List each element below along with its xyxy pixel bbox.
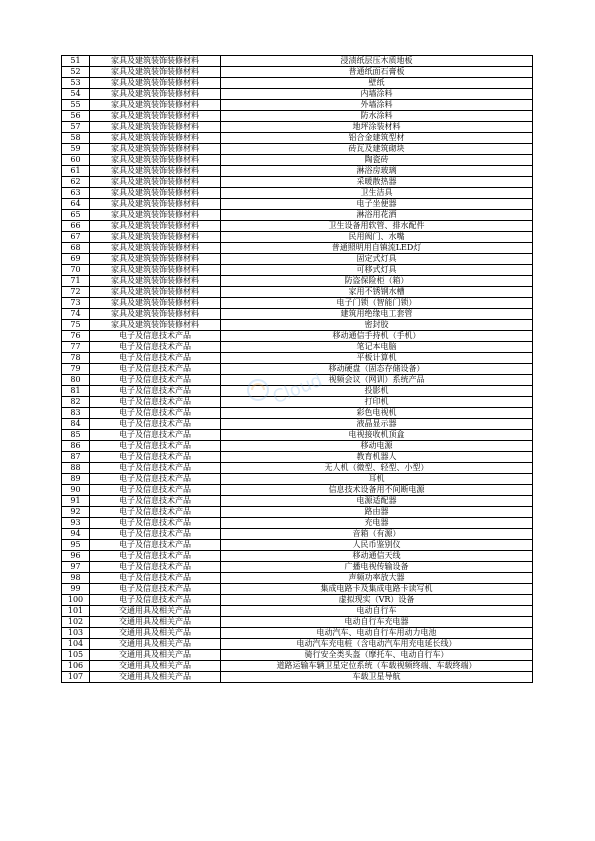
table-row — [62, 661, 533, 672]
product-name-cell: 投影机 — [221, 386, 533, 397]
product-name-cell: 普通纸面石膏板 — [221, 67, 533, 78]
row-number: 95 — [62, 540, 90, 551]
category-cell: 电子及信息技术产品 — [90, 474, 221, 485]
product-name-cell: 液晶显示器 — [221, 419, 533, 430]
row-number: 89 — [62, 474, 90, 485]
table-row — [62, 474, 533, 485]
table-row — [62, 529, 533, 540]
table-body — [62, 56, 533, 683]
row-number: 69 — [62, 254, 90, 265]
product-name-cell: 建筑用绝缘电工套管 — [221, 309, 533, 320]
category-cell: 家具及建筑装饰装修材料 — [90, 144, 221, 155]
table-row — [62, 573, 533, 584]
row-number: 75 — [62, 320, 90, 331]
category-cell: 电子及信息技术产品 — [90, 507, 221, 518]
table-row — [62, 650, 533, 661]
product-name-cell: 浸渍纸层压木质地板 — [221, 56, 533, 67]
category-cell: 家具及建筑装饰装修材料 — [90, 56, 221, 67]
product-name-cell: 移动通信天线 — [221, 551, 533, 562]
product-name-cell: 车载卫星导航 — [221, 672, 533, 683]
product-name-cell: 铝合金建筑型材 — [221, 133, 533, 144]
product-name-cell: 内墙涂料 — [221, 89, 533, 100]
table-row — [62, 397, 533, 408]
table-row — [62, 551, 533, 562]
category-cell: 家具及建筑装饰装修材料 — [90, 287, 221, 298]
product-name-cell: 信息技术设备用不间断电源 — [221, 485, 533, 496]
table-row — [62, 353, 533, 364]
row-number: 82 — [62, 397, 90, 408]
row-number: 102 — [62, 617, 90, 628]
table-row — [62, 408, 533, 419]
category-cell: 电子及信息技术产品 — [90, 441, 221, 452]
row-number: 80 — [62, 375, 90, 386]
product-name-cell: 固定式灯具 — [221, 254, 533, 265]
row-number: 77 — [62, 342, 90, 353]
row-number: 70 — [62, 265, 90, 276]
category-cell: 家具及建筑装饰装修材料 — [90, 221, 221, 232]
product-name-cell: 移动通信手持机（手机） — [221, 331, 533, 342]
row-number: 85 — [62, 430, 90, 441]
row-number: 87 — [62, 452, 90, 463]
category-cell: 电子及信息技术产品 — [90, 364, 221, 375]
row-number: 55 — [62, 100, 90, 111]
row-number: 97 — [62, 562, 90, 573]
category-cell: 家具及建筑装饰装修材料 — [90, 155, 221, 166]
product-name-cell: 普通照明用自镇流LED灯 — [221, 243, 533, 254]
category-cell: 家具及建筑装饰装修材料 — [90, 199, 221, 210]
product-name-cell: 淋浴房玻璃 — [221, 166, 533, 177]
product-name-cell: 虚拟现实（VR）设备 — [221, 595, 533, 606]
row-number: 54 — [62, 89, 90, 100]
table-row — [62, 265, 533, 276]
table-row — [62, 100, 533, 111]
product-name-cell: 家用不锈钢水槽 — [221, 287, 533, 298]
table-row — [62, 89, 533, 100]
table-row — [62, 188, 533, 199]
table-row — [62, 133, 533, 144]
row-number: 51 — [62, 56, 90, 67]
table-row — [62, 177, 533, 188]
category-cell: 电子及信息技术产品 — [90, 485, 221, 496]
table-row — [62, 78, 533, 89]
product-name-cell: 卫生洁具 — [221, 188, 533, 199]
category-cell: 电子及信息技术产品 — [90, 496, 221, 507]
category-cell: 家具及建筑装饰装修材料 — [90, 309, 221, 320]
product-name-cell: 外墙涂料 — [221, 100, 533, 111]
category-cell: 电子及信息技术产品 — [90, 584, 221, 595]
product-name-cell: 密封胶 — [221, 320, 533, 331]
category-cell: 电子及信息技术产品 — [90, 540, 221, 551]
table-row — [62, 584, 533, 595]
category-cell: 电子及信息技术产品 — [90, 375, 221, 386]
row-number: 99 — [62, 584, 90, 595]
category-cell: 家具及建筑装饰装修材料 — [90, 188, 221, 199]
table-row — [62, 199, 533, 210]
product-name-cell: 采暖散热器 — [221, 177, 533, 188]
product-name-cell: 笔记本电脑 — [221, 342, 533, 353]
row-number: 68 — [62, 243, 90, 254]
table-row — [62, 496, 533, 507]
row-number: 90 — [62, 485, 90, 496]
row-number: 59 — [62, 144, 90, 155]
row-number: 93 — [62, 518, 90, 529]
product-name-cell: 电子门锁（智能门锁） — [221, 298, 533, 309]
category-cell: 家具及建筑装饰装修材料 — [90, 111, 221, 122]
product-name-cell: 电视接收机顶盒 — [221, 430, 533, 441]
table-row — [62, 463, 533, 474]
row-number: 96 — [62, 551, 90, 562]
category-cell: 家具及建筑装饰装修材料 — [90, 254, 221, 265]
category-cell: 家具及建筑装饰装修材料 — [90, 166, 221, 177]
table-row — [62, 144, 533, 155]
row-number: 58 — [62, 133, 90, 144]
row-number: 81 — [62, 386, 90, 397]
table-row — [62, 210, 533, 221]
row-number: 105 — [62, 650, 90, 661]
category-cell: 电子及信息技术产品 — [90, 463, 221, 474]
product-name-cell: 防水涂料 — [221, 111, 533, 122]
category-cell: 交通用具及相关产品 — [90, 650, 221, 661]
table-row — [62, 320, 533, 331]
watermark-text: Cloud — [269, 369, 326, 409]
category-cell: 交通用具及相关产品 — [90, 606, 221, 617]
row-number: 62 — [62, 177, 90, 188]
row-number: 83 — [62, 408, 90, 419]
product-name-cell: 电子坐便器 — [221, 199, 533, 210]
category-cell: 电子及信息技术产品 — [90, 408, 221, 419]
row-number: 56 — [62, 111, 90, 122]
category-cell: 电子及信息技术产品 — [90, 342, 221, 353]
category-cell: 电子及信息技术产品 — [90, 551, 221, 562]
row-number: 106 — [62, 661, 90, 672]
product-name-cell: 道路运输车辆卫星定位系统（车载视频终端、车载终端） — [221, 661, 533, 672]
table-row — [62, 617, 533, 628]
table-row — [62, 364, 533, 375]
category-cell: 电子及信息技术产品 — [90, 573, 221, 584]
category-cell: 电子及信息技术产品 — [90, 386, 221, 397]
table-row — [62, 331, 533, 342]
row-number: 53 — [62, 78, 90, 89]
row-number: 103 — [62, 628, 90, 639]
table-row — [62, 221, 533, 232]
table-row — [62, 276, 533, 287]
category-cell: 交通用具及相关产品 — [90, 617, 221, 628]
product-name-cell: 陶瓷砖 — [221, 155, 533, 166]
row-number: 61 — [62, 166, 90, 177]
table-row — [62, 518, 533, 529]
product-name-cell: 电动自行车充电器 — [221, 617, 533, 628]
row-number: 64 — [62, 199, 90, 210]
table-row — [62, 430, 533, 441]
product-name-cell: 教育机器人 — [221, 452, 533, 463]
category-cell: 交通用具及相关产品 — [90, 672, 221, 683]
table-row — [62, 375, 533, 386]
table-row — [62, 309, 533, 320]
category-cell: 家具及建筑装饰装修材料 — [90, 232, 221, 243]
product-name-cell: 路由器 — [221, 507, 533, 518]
table-row — [62, 155, 533, 166]
product-name-cell: 民用阀门、水嘴 — [221, 232, 533, 243]
product-name-cell: 电源适配器 — [221, 496, 533, 507]
category-cell: 家具及建筑装饰装修材料 — [90, 276, 221, 287]
category-cell: 交通用具及相关产品 — [90, 628, 221, 639]
product-name-cell: 视频会议（网训）系统产品 — [221, 375, 533, 386]
product-name-cell: 耳机 — [221, 474, 533, 485]
table-row — [62, 254, 533, 265]
product-name-cell: 彩色电视机 — [221, 408, 533, 419]
product-name-cell: 砖瓦及建筑砌块 — [221, 144, 533, 155]
table-row — [62, 595, 533, 606]
product-name-cell: 卫生设备用软管、排水配件 — [221, 221, 533, 232]
product-list-table — [61, 55, 533, 683]
product-name-cell: 打印机 — [221, 397, 533, 408]
row-number: 52 — [62, 67, 90, 78]
category-cell: 电子及信息技术产品 — [90, 353, 221, 364]
table-row — [62, 166, 533, 177]
category-cell: 家具及建筑装饰装修材料 — [90, 210, 221, 221]
row-number: 91 — [62, 496, 90, 507]
row-number: 71 — [62, 276, 90, 287]
product-name-cell: 电动汽车充电桩（含电动汽车用充电延长线） — [221, 639, 533, 650]
table-row — [62, 243, 533, 254]
category-cell: 家具及建筑装饰装修材料 — [90, 243, 221, 254]
product-name-cell: 可移式灯具 — [221, 265, 533, 276]
category-cell: 家具及建筑装饰装修材料 — [90, 320, 221, 331]
product-name-cell: 集成电路卡及集成电路卡读写机 — [221, 584, 533, 595]
category-cell: 家具及建筑装饰装修材料 — [90, 177, 221, 188]
row-number: 98 — [62, 573, 90, 584]
row-number: 84 — [62, 419, 90, 430]
product-name-cell: 地坪涂装材料 — [221, 122, 533, 133]
category-cell: 电子及信息技术产品 — [90, 430, 221, 441]
row-number: 92 — [62, 507, 90, 518]
category-cell: 交通用具及相关产品 — [90, 639, 221, 650]
table-row — [62, 287, 533, 298]
product-name-cell: 移动硬盘（固态存储设备） — [221, 364, 533, 375]
product-name-cell: 壁纸 — [221, 78, 533, 89]
category-cell: 电子及信息技术产品 — [90, 452, 221, 463]
table-row — [62, 56, 533, 67]
table-row — [62, 419, 533, 430]
row-number: 88 — [62, 463, 90, 474]
table-row — [62, 298, 533, 309]
row-number: 72 — [62, 287, 90, 298]
table-row — [62, 111, 533, 122]
row-number: 60 — [62, 155, 90, 166]
category-cell: 家具及建筑装饰装修材料 — [90, 100, 221, 111]
row-number: 104 — [62, 639, 90, 650]
row-number: 78 — [62, 353, 90, 364]
table-row — [62, 507, 533, 518]
table-row — [62, 122, 533, 133]
table-row — [62, 342, 533, 353]
table-row — [62, 639, 533, 650]
category-cell: 电子及信息技术产品 — [90, 529, 221, 540]
row-number: 63 — [62, 188, 90, 199]
row-number: 65 — [62, 210, 90, 221]
row-number: 107 — [62, 672, 90, 683]
table-row — [62, 606, 533, 617]
product-name-cell: 骑行安全类头盔（摩托车、电动自行车） — [221, 650, 533, 661]
product-name-cell: 移动电源 — [221, 441, 533, 452]
category-cell: 家具及建筑装饰装修材料 — [90, 89, 221, 100]
table-row — [62, 628, 533, 639]
category-cell: 交通用具及相关产品 — [90, 661, 221, 672]
category-cell: 电子及信息技术产品 — [90, 419, 221, 430]
category-cell: 家具及建筑装饰装修材料 — [90, 78, 221, 89]
row-number: 79 — [62, 364, 90, 375]
product-name-cell: 电动汽车、电动自行车用动力电池 — [221, 628, 533, 639]
row-number: 67 — [62, 232, 90, 243]
category-cell: 家具及建筑装饰装修材料 — [90, 265, 221, 276]
row-number: 57 — [62, 122, 90, 133]
row-number: 100 — [62, 595, 90, 606]
table-row — [62, 386, 533, 397]
table-row — [62, 67, 533, 78]
row-number: 74 — [62, 309, 90, 320]
product-name-cell: 防盗保险柜（箱） — [221, 276, 533, 287]
row-number: 76 — [62, 331, 90, 342]
product-name-cell: 充电器 — [221, 518, 533, 529]
table-row — [62, 672, 533, 683]
category-cell: 家具及建筑装饰装修材料 — [90, 122, 221, 133]
category-cell: 家具及建筑装饰装修材料 — [90, 133, 221, 144]
row-number: 66 — [62, 221, 90, 232]
category-cell: 电子及信息技术产品 — [90, 595, 221, 606]
product-name-cell: 广播电视传输设备 — [221, 562, 533, 573]
table-row — [62, 562, 533, 573]
category-cell: 电子及信息技术产品 — [90, 331, 221, 342]
category-cell: 电子及信息技术产品 — [90, 518, 221, 529]
table-row — [62, 540, 533, 551]
category-cell: 电子及信息技术产品 — [90, 562, 221, 573]
category-cell: 家具及建筑装饰装修材料 — [90, 298, 221, 309]
row-number: 94 — [62, 529, 90, 540]
product-name-cell: 平板计算机 — [221, 353, 533, 364]
table-row — [62, 232, 533, 243]
category-cell: 家具及建筑装饰装修材料 — [90, 67, 221, 78]
row-number: 73 — [62, 298, 90, 309]
category-cell: 电子及信息技术产品 — [90, 397, 221, 408]
row-number: 86 — [62, 441, 90, 452]
table-row — [62, 441, 533, 452]
product-name-cell: 淋浴用花洒 — [221, 210, 533, 221]
product-name-cell: 电动自行车 — [221, 606, 533, 617]
table-row — [62, 452, 533, 463]
product-name-cell: 声频功率放大器 — [221, 573, 533, 584]
row-number: 101 — [62, 606, 90, 617]
product-name-cell: 人民币鉴别仪 — [221, 540, 533, 551]
product-name-cell: 无人机（微型、轻型、小型） — [221, 463, 533, 474]
table-row — [62, 485, 533, 496]
product-name-cell: 音箱（有源） — [221, 529, 533, 540]
